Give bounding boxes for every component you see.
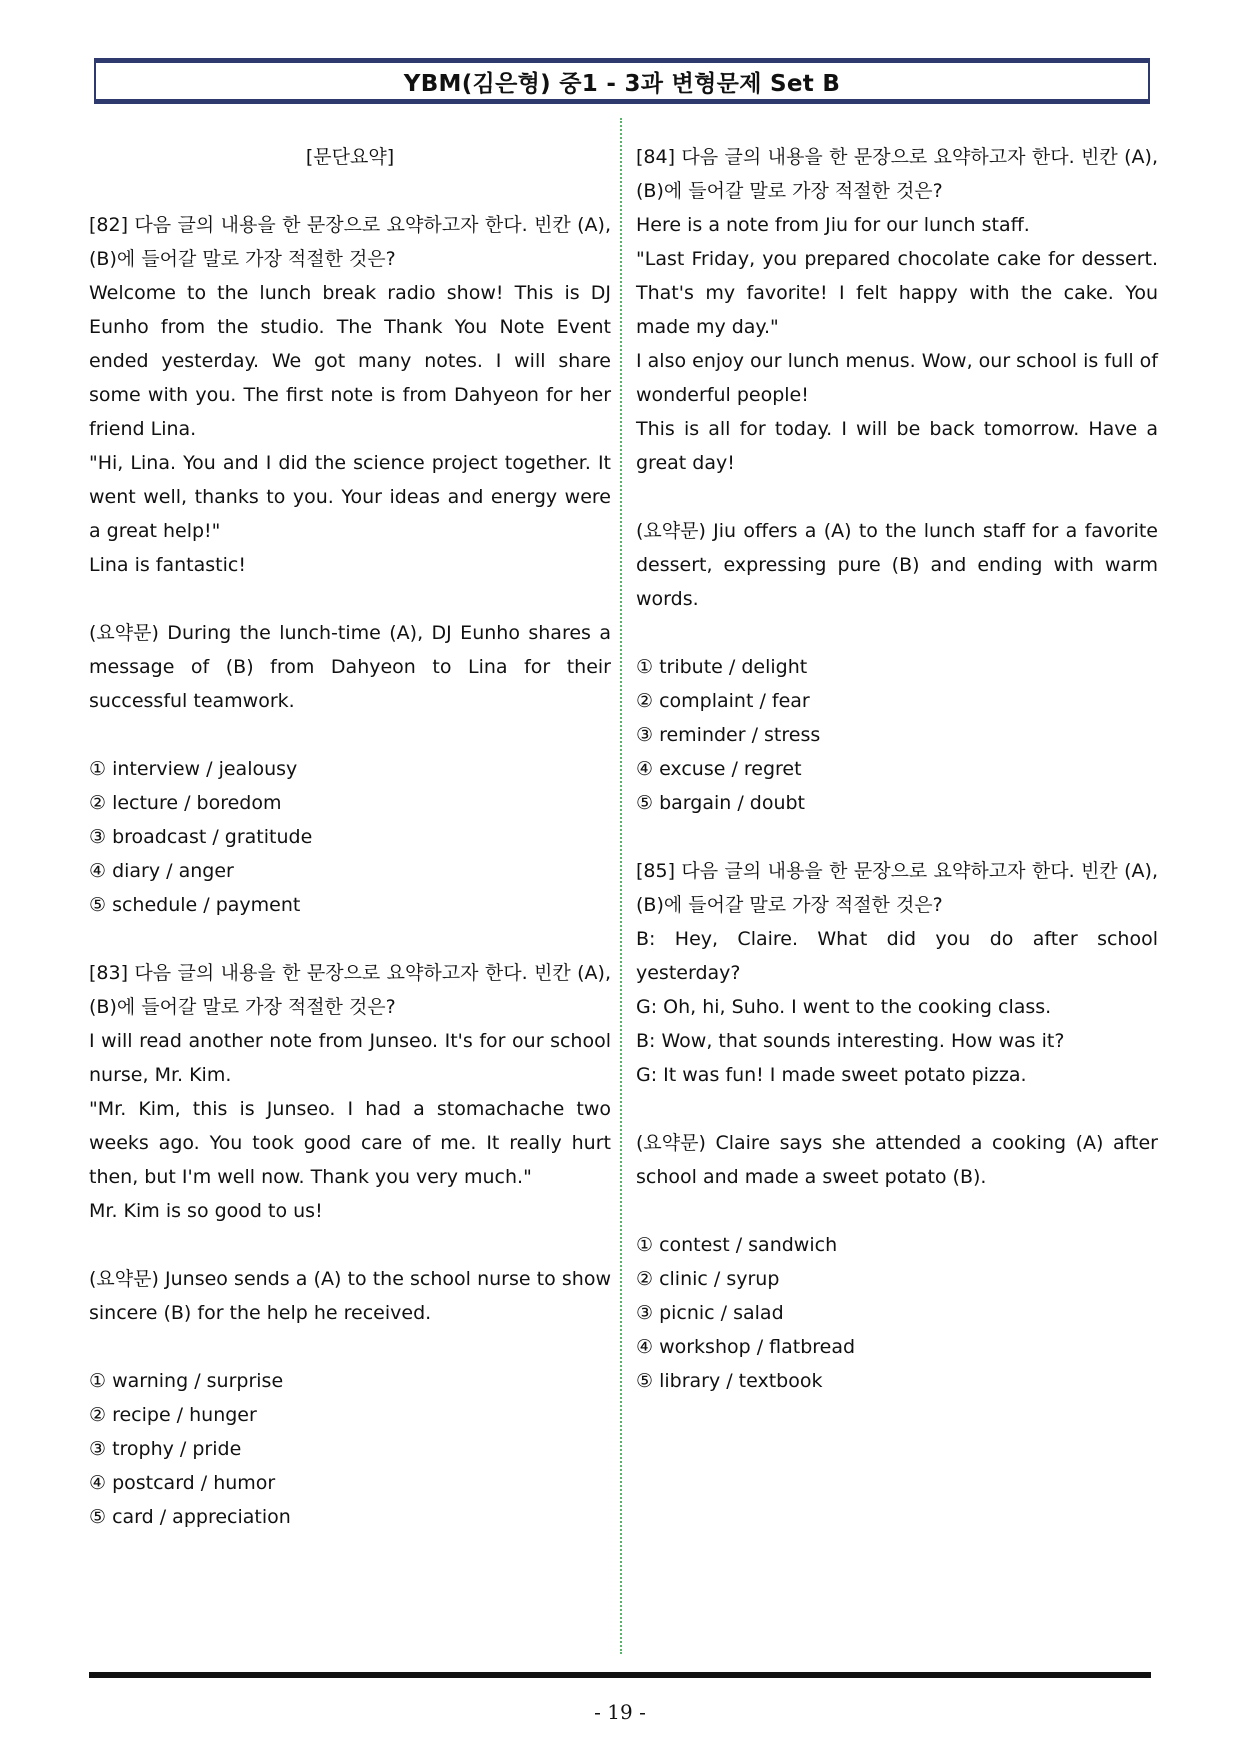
passage-paragraph: "Hi, Lina. You and I did the science project together. It went well, thanks to you. Your ideas and energy were a great help!" [89,452,611,542]
passage-paragraph: Here is a note from Jiu for our lunch staff. [636,214,1030,236]
passage-paragraph: "Mr. Kim, this is Junseo. I had a stomachache two weeks ago. You took good care of me. It really hurt then, but I'm well now. Thank you very much." [89,1098,611,1188]
passage-paragraph: Welcome to the lunch break radio show! This is DJ Eunho from the studio. The Thank You Note Event ended yesterday. We got many notes. I will share some with you. The first note is from Dahyeon for her friend Lina. [89,282,611,440]
answer-option: ④ diary / anger [89,860,234,882]
answer-option: ③ trophy / pride [89,1438,242,1460]
answer-option: ① warning / surprise [89,1370,284,1392]
answer-option: ④ excuse / regret [636,758,802,780]
question-stem: [82] 다음 글의 내용을 한 문장으로 요약하고자 한다. 빈칸 (A), (B)에 들어갈 말로 가장 적절한 것은? [89,214,611,270]
passage-paragraph: I also enjoy our lunch menus. Wow, our school is full of wonderful people! [636,350,1158,406]
question-82 [89,208,611,922]
passage-paragraph: Lina is fantastic! [89,554,246,576]
dialogue-line: G: It was fun! I made sweet potato pizza. [636,1064,1027,1086]
passage-paragraph: Mr. Kim is so good to us! [89,1200,323,1222]
header-title-box [94,58,1150,104]
question-stem: [83] 다음 글의 내용을 한 문장으로 요약하고자 한다. 빈칸 (A), (B)에 들어갈 말로 가장 적절한 것은? [89,962,611,1018]
answer-option: ② lecture / boredom [89,792,282,814]
question-stem: [84] 다음 글의 내용을 한 문장으로 요약하고자 한다. 빈칸 (A), (B)에 들어갈 말로 가장 적절한 것은? [636,146,1158,202]
summary-sentence: (요약문) Junseo sends a (A) to the school nurse to show sincere (B) for the help he received. [89,1268,611,1324]
answer-option: ② recipe / hunger [89,1404,257,1426]
answer-option: ⑤ card / appreciation [89,1506,291,1528]
page-title: YBM(김은형) 중1 - 3과 변형문제 Set B [403,70,841,97]
answer-options [89,752,611,922]
page-number: - 19 - [594,1700,646,1724]
answer-option: ② complaint / fear [636,690,810,712]
answer-option: ④ postcard / humor [89,1472,276,1494]
question-stem: [85] 다음 글의 내용을 한 문장으로 요약하고자 한다. 빈칸 (A), (B)에 들어갈 말로 가장 적절한 것은? [636,860,1158,916]
summary-sentence: (요약문) During the lunch-time (A), DJ Eunho shares a message of (B) from Dahyeon to Lina for their successful teamwork. [89,622,611,712]
answer-options [89,1364,611,1534]
column-divider [620,118,622,1654]
answer-options [636,1228,1158,1398]
footer-rule [89,1672,1151,1678]
left-column [89,140,611,1534]
dialogue-line: B: Hey, Claire. What did you do after school yesterday? [636,928,1158,984]
question-84 [636,140,1158,820]
right-column [636,140,1158,1398]
answer-option: ① contest / sandwich [636,1234,838,1256]
passage-paragraph: "Last Friday, you prepared chocolate cake for dessert. That's my favorite! I felt happy with the cake. You made my day." [636,248,1158,338]
answer-option: ① interview / jealousy [89,758,298,780]
answer-option: ⑤ library / textbook [636,1370,823,1392]
summary-sentence: (요약문) Jiu offers a (A) to the lunch staff for a favorite dessert, expressing pure (B) and ending with warm words. [636,520,1158,610]
passage-paragraph: I will read another note from Junseo. It's for our school nurse, Mr. Kim. [89,1030,611,1086]
passage-paragraph: This is all for today. I will be back tomorrow. Have a great day! [636,418,1158,474]
answer-option: ③ picnic / salad [636,1302,784,1324]
answer-option: ① tribute / delight [636,656,808,678]
summary-sentence: (요약문) Claire says she attended a cooking (A) after school and made a sweet potato (B). [636,1132,1158,1188]
answer-option: ③ reminder / stress [636,724,821,746]
dialogue-line: G: Oh, hi, Suho. I went to the cooking class. [636,996,1052,1018]
question-85 [636,854,1158,1398]
answer-options [636,650,1158,820]
answer-option: ③ broadcast / gratitude [89,826,313,848]
dialogue-line: B: Wow, that sounds interesting. How was it? [636,1030,1065,1052]
answer-option: ④ workshop / flatbread [636,1336,856,1358]
answer-option: ② clinic / syrup [636,1268,780,1290]
question-83 [89,956,611,1534]
answer-option: ⑤ schedule / payment [89,894,301,916]
section-heading: [문단요약] [305,146,395,168]
answer-option: ⑤ bargain / doubt [636,792,805,814]
